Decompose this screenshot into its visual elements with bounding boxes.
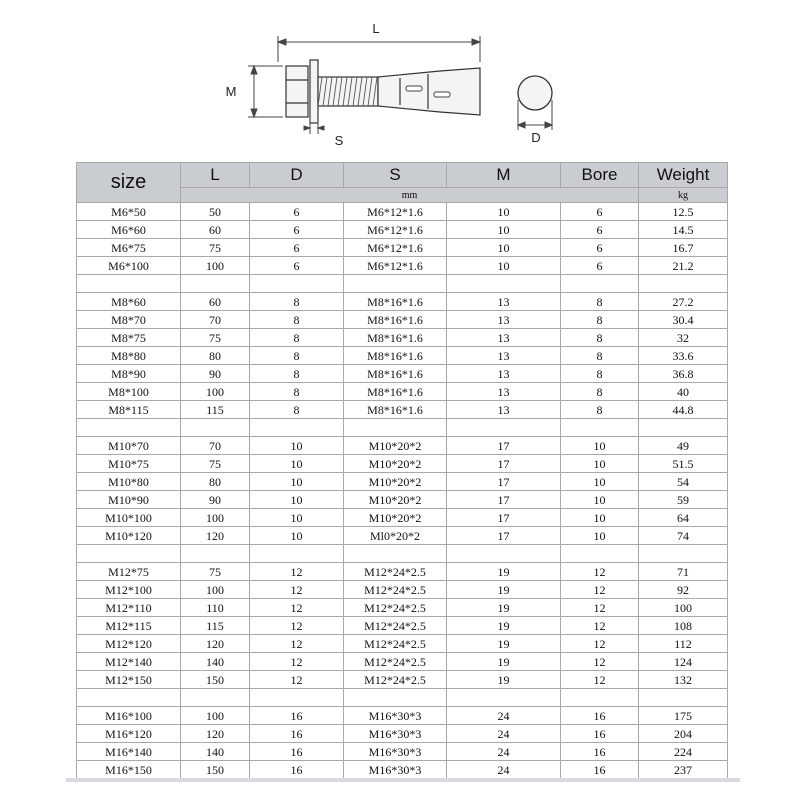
cell-d: 6 (250, 221, 344, 239)
cell-size: M10*75 (77, 455, 181, 473)
cell-size: M8*70 (77, 311, 181, 329)
table-row (77, 473, 728, 491)
cell-weight: 64 (639, 509, 728, 527)
cell-d: 10 (250, 473, 344, 491)
table-row (77, 365, 728, 383)
cell-d: 6 (250, 257, 344, 275)
cell-l: 110 (181, 599, 250, 617)
cell-bore: 16 (561, 761, 639, 779)
cell-d: 8 (250, 401, 344, 419)
cell-weight: 59 (639, 491, 728, 509)
unit-kg: kg (639, 188, 728, 203)
label-l: L (372, 21, 380, 36)
cell-weight: 49 (639, 437, 728, 455)
cell-weight: 33.6 (639, 347, 728, 365)
cell-size: M10*80 (77, 473, 181, 491)
table-row (77, 491, 728, 509)
cell-m: 10 (447, 257, 561, 275)
cell-size: M16*140 (77, 743, 181, 761)
cell-l: 115 (181, 401, 250, 419)
cell-d: 6 (250, 239, 344, 257)
label-s: S (334, 133, 344, 148)
cell-d: 8 (250, 383, 344, 401)
table-row (77, 401, 728, 419)
cell-m: 19 (447, 617, 561, 635)
cell-m: 13 (447, 311, 561, 329)
cell-size: M10*100 (77, 509, 181, 527)
header-s: S (344, 163, 447, 188)
cell-s: M6*12*1.6 (344, 221, 447, 239)
cell-weight: 36.8 (639, 365, 728, 383)
cell-d: 16 (250, 707, 344, 725)
cell-weight: 92 (639, 581, 728, 599)
cell-l: 100 (181, 509, 250, 527)
cell-size: M12*150 (77, 671, 181, 689)
table-row (77, 671, 728, 689)
cell-bore: 10 (561, 527, 639, 545)
cell-l: 70 (181, 311, 250, 329)
cell-s: M12*24*2.5 (344, 599, 447, 617)
cell-s: M8*16*1.6 (344, 401, 447, 419)
cell-weight: 32 (639, 329, 728, 347)
table-row (77, 221, 728, 239)
cell-bore: 8 (561, 365, 639, 383)
empty-cell (250, 275, 344, 293)
cell-size: M12*140 (77, 653, 181, 671)
cell-s: M16*30*3 (344, 707, 447, 725)
cell-weight: 54 (639, 473, 728, 491)
table-row (77, 239, 728, 257)
empty-cell (447, 689, 561, 707)
empty-cell (447, 545, 561, 563)
cell-bore: 10 (561, 437, 639, 455)
cell-s: M10*20*2 (344, 473, 447, 491)
cell-d: 16 (250, 743, 344, 761)
cell-s: M8*16*1.6 (344, 311, 447, 329)
cell-weight: 132 (639, 671, 728, 689)
cell-weight: 51.5 (639, 455, 728, 473)
cell-bore: 8 (561, 347, 639, 365)
cell-l: 150 (181, 761, 250, 779)
cell-d: 12 (250, 599, 344, 617)
cell-m: 13 (447, 293, 561, 311)
header-d: D (250, 163, 344, 188)
empty-cell (561, 419, 639, 437)
empty-cell (181, 419, 250, 437)
cell-size: M8*115 (77, 401, 181, 419)
cell-bore: 6 (561, 239, 639, 257)
header-m: M (447, 163, 561, 188)
cell-l: 120 (181, 527, 250, 545)
cell-bore: 16 (561, 743, 639, 761)
cell-s: M16*30*3 (344, 761, 447, 779)
cell-m: 19 (447, 599, 561, 617)
cell-m: 13 (447, 401, 561, 419)
empty-cell (250, 545, 344, 563)
cell-s: M10*20*2 (344, 437, 447, 455)
cell-bore: 12 (561, 635, 639, 653)
cell-l: 60 (181, 221, 250, 239)
cell-weight: 112 (639, 635, 728, 653)
cell-m: 19 (447, 581, 561, 599)
cell-s: Ml0*20*2 (344, 527, 447, 545)
bolt-drawing (286, 60, 480, 123)
cell-d: 12 (250, 563, 344, 581)
empty-cell (344, 545, 447, 563)
cell-bore: 10 (561, 473, 639, 491)
header-row (77, 163, 728, 188)
cell-bore: 12 (561, 599, 639, 617)
cell-s: M10*20*2 (344, 509, 447, 527)
cell-bore: 6 (561, 203, 639, 221)
cell-l: 80 (181, 473, 250, 491)
footer-bar (66, 778, 740, 782)
group-separator-row (77, 545, 728, 563)
group-separator-row (77, 419, 728, 437)
spec-table (76, 162, 728, 779)
cell-m: 24 (447, 743, 561, 761)
cell-d: 8 (250, 347, 344, 365)
table-row (77, 725, 728, 743)
anchor-bolt-diagram (0, 0, 800, 160)
cell-d: 16 (250, 761, 344, 779)
cell-l: 75 (181, 563, 250, 581)
cell-m: 17 (447, 473, 561, 491)
cell-s: M16*30*3 (344, 725, 447, 743)
empty-cell (181, 689, 250, 707)
cell-m: 13 (447, 383, 561, 401)
cell-d: 12 (250, 671, 344, 689)
cell-m: 19 (447, 671, 561, 689)
cell-size: M10*120 (77, 527, 181, 545)
empty-cell (250, 419, 344, 437)
empty-cell (344, 275, 447, 293)
cell-l: 140 (181, 653, 250, 671)
cell-bore: 16 (561, 725, 639, 743)
cell-weight: 16.7 (639, 239, 728, 257)
cell-s: M12*24*2.5 (344, 581, 447, 599)
cell-l: 75 (181, 239, 250, 257)
dimension-m (248, 66, 283, 117)
cell-size: M6*50 (77, 203, 181, 221)
empty-cell (561, 275, 639, 293)
cell-m: 17 (447, 455, 561, 473)
cell-m: 13 (447, 365, 561, 383)
cell-l: 140 (181, 743, 250, 761)
table-row (77, 761, 728, 779)
header-weight: Weight (639, 163, 728, 188)
cell-size: M8*80 (77, 347, 181, 365)
cell-m: 19 (447, 653, 561, 671)
cell-s: M12*24*2.5 (344, 563, 447, 581)
unit-mm: mm (181, 188, 639, 203)
cell-size: M6*60 (77, 221, 181, 239)
cell-weight: 124 (639, 653, 728, 671)
cell-bore: 10 (561, 491, 639, 509)
table-row (77, 203, 728, 221)
cell-size: M6*75 (77, 239, 181, 257)
cell-m: 17 (447, 437, 561, 455)
cell-size: M12*110 (77, 599, 181, 617)
empty-cell (639, 545, 728, 563)
table-row (77, 743, 728, 761)
cell-weight: 71 (639, 563, 728, 581)
cell-size: M12*75 (77, 563, 181, 581)
cell-l: 100 (181, 257, 250, 275)
cell-size: M8*75 (77, 329, 181, 347)
cell-l: 120 (181, 725, 250, 743)
cell-d: 12 (250, 653, 344, 671)
empty-cell (344, 689, 447, 707)
cell-m: 24 (447, 707, 561, 725)
cell-bore: 8 (561, 401, 639, 419)
cell-l: 80 (181, 347, 250, 365)
cell-d: 10 (250, 527, 344, 545)
cell-weight: 12.5 (639, 203, 728, 221)
table-row (77, 437, 728, 455)
table-row (77, 329, 728, 347)
cell-s: M8*16*1.6 (344, 347, 447, 365)
cell-m: 13 (447, 347, 561, 365)
cell-m: 19 (447, 563, 561, 581)
cell-bore: 12 (561, 653, 639, 671)
cell-l: 100 (181, 581, 250, 599)
table-row (77, 293, 728, 311)
table-row (77, 635, 728, 653)
cell-weight: 237 (639, 761, 728, 779)
table-row (77, 257, 728, 275)
cell-l: 50 (181, 203, 250, 221)
cell-size: M16*120 (77, 725, 181, 743)
empty-cell (447, 275, 561, 293)
cell-d: 12 (250, 617, 344, 635)
cell-bore: 12 (561, 671, 639, 689)
cell-size: M10*90 (77, 491, 181, 509)
dimension-l (278, 36, 480, 62)
cell-d: 8 (250, 311, 344, 329)
cell-weight: 40 (639, 383, 728, 401)
cell-s: M6*12*1.6 (344, 203, 447, 221)
cell-s: M10*20*2 (344, 491, 447, 509)
group-separator-row (77, 689, 728, 707)
cell-l: 90 (181, 491, 250, 509)
cell-s: M8*16*1.6 (344, 365, 447, 383)
cell-d: 12 (250, 635, 344, 653)
cell-s: M10*20*2 (344, 455, 447, 473)
cell-size: M16*150 (77, 761, 181, 779)
table-row (77, 581, 728, 599)
cell-l: 70 (181, 437, 250, 455)
cell-d: 10 (250, 509, 344, 527)
cell-bore: 8 (561, 311, 639, 329)
empty-cell (77, 689, 181, 707)
table-row (77, 311, 728, 329)
cell-l: 60 (181, 293, 250, 311)
cell-l: 100 (181, 707, 250, 725)
cell-s: M12*24*2.5 (344, 617, 447, 635)
cell-size: M16*100 (77, 707, 181, 725)
label-d: D (531, 130, 541, 145)
cell-weight: 27.2 (639, 293, 728, 311)
cell-d: 10 (250, 491, 344, 509)
empty-cell (77, 545, 181, 563)
cell-weight: 44.8 (639, 401, 728, 419)
cell-weight: 224 (639, 743, 728, 761)
cell-size: M10*70 (77, 437, 181, 455)
table-row (77, 383, 728, 401)
cell-m: 10 (447, 221, 561, 239)
table-row (77, 347, 728, 365)
cell-size: M8*100 (77, 383, 181, 401)
cell-l: 150 (181, 671, 250, 689)
table-row (77, 617, 728, 635)
table-row (77, 563, 728, 581)
header-l: L (181, 163, 250, 188)
header-size: size (77, 163, 181, 203)
cell-bore: 16 (561, 707, 639, 725)
cell-l: 100 (181, 383, 250, 401)
cell-bore: 8 (561, 329, 639, 347)
cell-l: 120 (181, 635, 250, 653)
cell-m: 17 (447, 491, 561, 509)
cell-l: 115 (181, 617, 250, 635)
cell-s: M6*12*1.6 (344, 239, 447, 257)
cell-bore: 10 (561, 455, 639, 473)
cell-size: M8*90 (77, 365, 181, 383)
group-separator-row (77, 275, 728, 293)
cell-size: M8*60 (77, 293, 181, 311)
empty-cell (344, 419, 447, 437)
table-row (77, 527, 728, 545)
cell-bore: 12 (561, 581, 639, 599)
cell-m: 17 (447, 527, 561, 545)
cell-weight: 108 (639, 617, 728, 635)
table-row (77, 509, 728, 527)
cell-d: 10 (250, 437, 344, 455)
empty-cell (77, 419, 181, 437)
cell-m: 24 (447, 761, 561, 779)
table-row (77, 599, 728, 617)
cell-bore: 12 (561, 563, 639, 581)
cell-s: M8*16*1.6 (344, 383, 447, 401)
cell-weight: 30.4 (639, 311, 728, 329)
diameter-circle (518, 76, 552, 110)
cell-m: 24 (447, 725, 561, 743)
cell-size: M12*100 (77, 581, 181, 599)
cell-l: 90 (181, 365, 250, 383)
cell-weight: 100 (639, 599, 728, 617)
cell-d: 16 (250, 725, 344, 743)
cell-bore: 8 (561, 293, 639, 311)
empty-cell (561, 689, 639, 707)
cell-size: M6*100 (77, 257, 181, 275)
cell-bore: 10 (561, 509, 639, 527)
empty-cell (447, 419, 561, 437)
empty-cell (639, 689, 728, 707)
table-row (77, 653, 728, 671)
empty-cell (639, 419, 728, 437)
cell-bore: 12 (561, 617, 639, 635)
cell-d: 8 (250, 293, 344, 311)
cell-d: 10 (250, 455, 344, 473)
cell-s: M12*24*2.5 (344, 671, 447, 689)
table-row (77, 455, 728, 473)
cell-d: 8 (250, 365, 344, 383)
cell-weight: 204 (639, 725, 728, 743)
cell-l: 75 (181, 455, 250, 473)
cell-weight: 21.2 (639, 257, 728, 275)
table-body (77, 203, 728, 779)
cell-weight: 175 (639, 707, 728, 725)
empty-cell (77, 275, 181, 293)
cell-m: 10 (447, 203, 561, 221)
cell-d: 8 (250, 329, 344, 347)
cell-m: 17 (447, 509, 561, 527)
table-row (77, 707, 728, 725)
cell-bore: 8 (561, 383, 639, 401)
empty-cell (639, 275, 728, 293)
label-m: M (225, 84, 237, 99)
cell-size: M12*115 (77, 617, 181, 635)
cell-m: 13 (447, 329, 561, 347)
empty-cell (181, 275, 250, 293)
cell-l: 75 (181, 329, 250, 347)
cell-weight: 14.5 (639, 221, 728, 239)
header-bore: Bore (561, 163, 639, 188)
empty-cell (181, 545, 250, 563)
cell-s: M12*24*2.5 (344, 653, 447, 671)
cell-s: M12*24*2.5 (344, 635, 447, 653)
cell-bore: 6 (561, 221, 639, 239)
cell-m: 19 (447, 635, 561, 653)
cell-d: 12 (250, 581, 344, 599)
empty-cell (561, 545, 639, 563)
cell-bore: 6 (561, 257, 639, 275)
cell-size: M12*120 (77, 635, 181, 653)
empty-cell (250, 689, 344, 707)
cell-s: M16*30*3 (344, 743, 447, 761)
cell-d: 6 (250, 203, 344, 221)
cell-m: 10 (447, 239, 561, 257)
cell-s: M8*16*1.6 (344, 293, 447, 311)
cell-s: M6*12*1.6 (344, 257, 447, 275)
cell-weight: 74 (639, 527, 728, 545)
cell-s: M8*16*1.6 (344, 329, 447, 347)
